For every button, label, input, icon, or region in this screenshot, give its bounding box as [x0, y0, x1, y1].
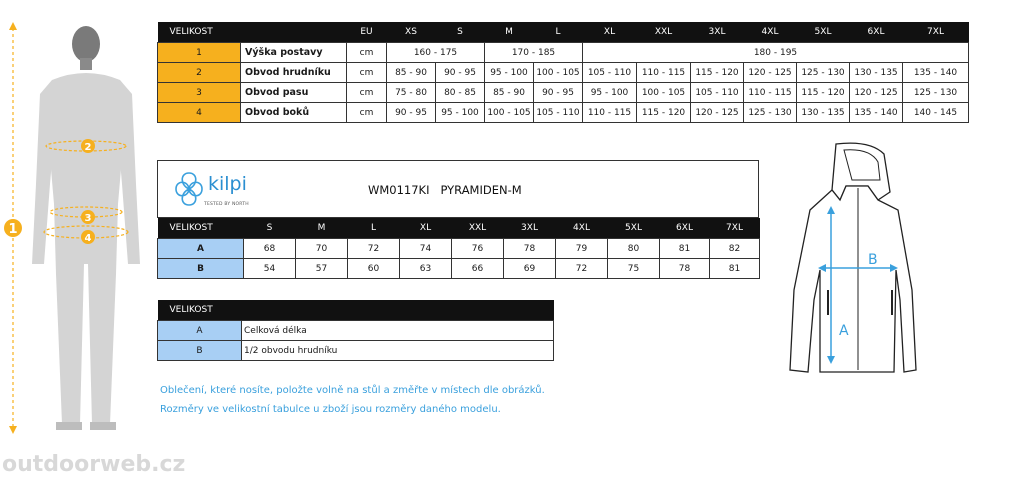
- table2-header: VELIKOST S M L XL XXL 3XL 4XL 5XL 6XL 7XL: [158, 218, 760, 239]
- product-header-box: [157, 160, 759, 218]
- jacket-label-b: B: [868, 252, 878, 268]
- marker-3: 3: [84, 213, 92, 224]
- measurement-legend-table: [157, 300, 554, 361]
- brand-logo-text: kilpi: [208, 173, 247, 195]
- brand-tagline: TESTED BY NORTH: [204, 202, 249, 207]
- measurement-instruction: Oblečení, které nosíte, položte volně na stůl a změřte v místech dle obrázků.: [160, 385, 545, 396]
- marker-2: 2: [84, 142, 92, 153]
- table-row: 3 Obvod pasu cm 75 - 80 80 - 85 85 - 90 90 - 95 95 - 100 100 - 105 105 - 110 110 - 115 115 - 120 120 - 125 125 - 130: [158, 83, 969, 103]
- table-row: 2 Obvod hrudníku cm 85 - 90 90 - 95 95 - 100 100 - 105 105 - 110 110 - 115 115 - 120 120 - 125 125 - 130 130 - 135 135 - 140: [158, 63, 969, 83]
- jacket-measurement-figure: [784, 140, 920, 385]
- jacket-label-a: A: [839, 323, 849, 339]
- header-eu: EU: [347, 22, 387, 43]
- header-6xl: 6XL: [850, 22, 903, 43]
- table-row: A Celková délka: [158, 321, 554, 341]
- header-3xl: 3XL: [691, 22, 744, 43]
- watermark-logo: outdoorweb.cz: [2, 452, 186, 477]
- product-code-name: WM0117KI PYRAMIDEN-M: [368, 183, 522, 197]
- body-measurement-figure: [0, 14, 150, 439]
- header-l: L: [534, 22, 583, 43]
- header-xxl: XXL: [637, 22, 691, 43]
- marker-4: 4: [84, 233, 92, 244]
- header-velikost: VELIKOST: [158, 22, 347, 43]
- table-row: A 68 70 72 74 76 78 79 80 81 82: [158, 239, 760, 259]
- header-s: S: [436, 22, 485, 43]
- header-m: M: [485, 22, 534, 43]
- table-row: 1 Výška postavy cm 160 - 175 170 - 185 180 - 195: [158, 43, 969, 63]
- header-xs: XS: [387, 22, 436, 43]
- body-size-table: [157, 22, 969, 123]
- header-4xl: 4XL: [744, 22, 797, 43]
- model-size-note: Rozměry ve velikostní tabulce u zboží jsou rozměry daného modelu.: [160, 404, 501, 415]
- header-7xl: 7XL: [903, 22, 969, 43]
- kilpi-knot-icon: [172, 169, 206, 209]
- table-row: 4 Obvod boků cm 90 - 95 95 - 100 100 - 105 105 - 110 110 - 115 115 - 120 120 - 125 125 - 130 130 - 135 135 - 140 140 - 145: [158, 103, 969, 123]
- marker-1: 1: [8, 222, 18, 237]
- table-row: B 54 57 60 63 66 69 72 75 78 81: [158, 259, 760, 279]
- garment-size-table: [157, 218, 760, 279]
- table-row: B 1/2 obvodu hrudníku: [158, 341, 554, 361]
- header-5xl: 5XL: [797, 22, 850, 43]
- table1-header: [158, 22, 969, 43]
- table3-header: VELIKOST: [158, 300, 554, 321]
- header-xl: XL: [583, 22, 637, 43]
